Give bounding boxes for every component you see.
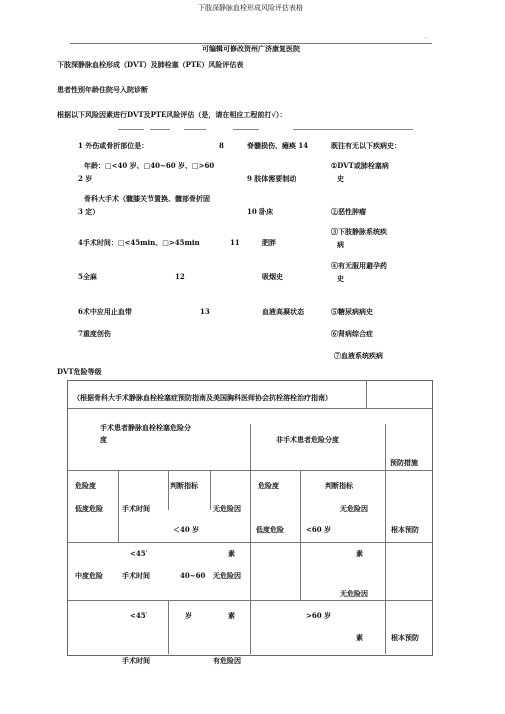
table-vline bbox=[366, 380, 367, 408]
cell-mid-risk: 中度危险 bbox=[75, 571, 103, 580]
cell-basic-prevention-2: 根本预防 bbox=[391, 633, 419, 642]
history-heading: 既往有无以下疾病史： bbox=[331, 141, 401, 150]
risk-item-1: 1 外伤或骨折部位是： bbox=[78, 141, 149, 150]
risk-item-4: 4手术时间：□<45min、□>45min bbox=[78, 238, 200, 247]
history-item-1: ①DVT或肺栓塞病 bbox=[331, 161, 389, 170]
risk-item-8: 脊髓损伤、瘫痪 14 bbox=[247, 141, 309, 150]
history-item-1-cont: 史 bbox=[337, 174, 344, 183]
risk-item-12: 吸烟史 bbox=[262, 272, 283, 281]
guide-text: （根据骨科大手术静脉血栓栓塞症预防指南及美国胸科医师协会抗栓溶栓治疗指南） bbox=[73, 393, 332, 402]
patient-info-line: 患者性别年龄住院号入院诊断 bbox=[57, 85, 148, 94]
surgical-header-cont: 度 bbox=[100, 435, 107, 444]
blank-admission-no[interactable] bbox=[184, 129, 206, 130]
history-item-3: ③下肢静脉系统疾 bbox=[331, 227, 387, 236]
risk-item-11: 肥胖 bbox=[262, 238, 276, 247]
hospital-banner: 可编辑可修改贺州广济康复医院 bbox=[202, 44, 300, 53]
risk-item-6: 6术中应用止血带 bbox=[78, 307, 132, 316]
risk-item-3-num: 3 定） bbox=[78, 207, 100, 216]
blank-age[interactable] bbox=[150, 129, 170, 130]
cell-under-60: <60 岁 bbox=[306, 525, 332, 534]
nonsurgical-header: 非手术患者危险分度 bbox=[276, 435, 339, 444]
risk-item-12-num: 12 bbox=[175, 272, 185, 281]
cell-no-risk-factor-3: 无危险因 bbox=[340, 589, 368, 598]
cell-su-4: 素 bbox=[356, 633, 363, 642]
cell-no-risk-factor-2: 无危险因 bbox=[213, 571, 241, 580]
cell-age-40-60: 40~60 bbox=[180, 571, 206, 580]
grade-title: DVT危险等级 bbox=[57, 367, 102, 376]
history-item-7: ⑦血液系统疾病 bbox=[334, 351, 383, 360]
risk-item-2-age: 年龄：□<40 岁、□40~60 岁、□>60 bbox=[84, 161, 215, 170]
blank-admission-date[interactable] bbox=[233, 129, 259, 130]
table-hline bbox=[67, 542, 432, 543]
cell-under-45min: <45′ bbox=[130, 549, 148, 558]
page-title: 下肢深静脉血栓形成风险评估表格 bbox=[198, 4, 303, 12]
cell-over-60: >60 岁 bbox=[306, 611, 332, 620]
surgical-header: 手术患者静脉血栓栓塞危险分 bbox=[100, 423, 191, 432]
risk-item-5: 5全麻 bbox=[78, 272, 97, 281]
cell-no-risk-factor: 无危险因 bbox=[213, 504, 241, 513]
col-indicator-2: 判断指标 bbox=[325, 481, 353, 490]
cell-low-risk: 低度危险 bbox=[75, 504, 103, 513]
cell-basic-prevention: 根本预防 bbox=[391, 525, 419, 534]
table-vline bbox=[300, 470, 301, 600]
risk-item-8-num: 8 bbox=[219, 141, 224, 150]
cell-surgery-time: 手术时间 bbox=[122, 504, 150, 513]
history-item-2: ②恶性肿瘤 bbox=[331, 207, 366, 216]
history-item-3-cont: 病 bbox=[337, 240, 344, 249]
risk-item-3: 骨科大手术（髋膝关节置换、髋部骨折固 bbox=[84, 194, 210, 203]
cell-sui: 岁 bbox=[185, 611, 192, 620]
cell-surgery-time-3: 手术时间 bbox=[122, 656, 150, 665]
cell-has-risk-factor: 有危险因 bbox=[213, 656, 241, 665]
cell-su-3: 素 bbox=[228, 611, 235, 620]
cell-no-risk-factor-nonsurg: 无危险因 bbox=[340, 504, 368, 513]
table-vline bbox=[385, 424, 386, 654]
cell-low-risk-nonsurg: 低度危险 bbox=[256, 525, 284, 534]
risk-item-13: 血液高凝状态 bbox=[262, 307, 304, 316]
risk-item-10: 10 卧床 bbox=[247, 207, 274, 216]
col-risk-degree-2: 危险度 bbox=[258, 481, 279, 490]
table-hline bbox=[67, 600, 432, 601]
risk-item-2-num: 2 岁 bbox=[78, 174, 93, 183]
prevention-header: 预防措施 bbox=[390, 458, 418, 467]
table-vline bbox=[250, 424, 251, 654]
col-risk-degree: 危险度 bbox=[75, 481, 96, 490]
cell-under-45min-2: <45′ bbox=[130, 611, 148, 620]
cell-su-nonsurg: 素 bbox=[356, 549, 363, 558]
history-item-4-cont: 史 bbox=[337, 274, 344, 283]
risk-item-11-num: 11 bbox=[230, 238, 240, 247]
blank-diagnosis[interactable] bbox=[293, 129, 413, 130]
table-vline bbox=[210, 470, 211, 510]
table-vline bbox=[168, 600, 169, 654]
risk-item-13-num: 13 bbox=[200, 307, 210, 316]
risk-item-9: 9 肢体需要制动 bbox=[247, 174, 297, 183]
history-item-6: ⑥肾病综合症 bbox=[331, 329, 373, 338]
col-indicator: 判断指标 bbox=[170, 481, 198, 490]
history-item-5: ⑤糖尿病病史 bbox=[331, 307, 373, 316]
header-mark: ' bbox=[425, 37, 427, 44]
table-hline bbox=[67, 408, 432, 409]
cell-su: 素 bbox=[228, 549, 235, 558]
instruction-text: 根据以下风险因素进行DVT及PTE风险评估（是，请在相应工程前打√）： bbox=[57, 110, 287, 119]
form-heading: 下肢深静脉血栓形成（DVT）及肺栓塞（PTE）风险评估表 bbox=[57, 60, 244, 69]
blank-sex[interactable] bbox=[118, 129, 144, 130]
risk-item-7: 7重度创伤 bbox=[78, 329, 111, 338]
cell-under-40: ＜40 岁 bbox=[173, 525, 200, 534]
table-vline bbox=[168, 470, 169, 510]
cell-surgery-time-2: 手术时间 bbox=[122, 571, 150, 580]
table-vline bbox=[118, 470, 119, 542]
history-item-4: ④有无服用避孕药 bbox=[331, 261, 387, 270]
